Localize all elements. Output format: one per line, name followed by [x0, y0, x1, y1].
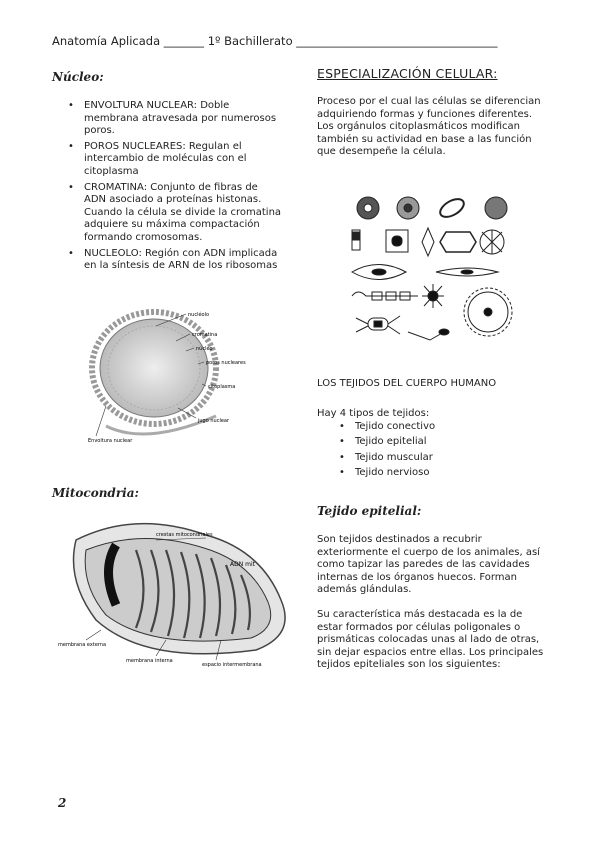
page-number: 2: [58, 796, 67, 810]
list-item: • NUCLEOLO: Región con ADN implicada en la síntesis de ARN de los ribosomas: [84, 248, 282, 273]
epitelial-title: Tejido epitelial:: [317, 504, 422, 518]
tejidos-intro: Hay 4 tipos de tejidos:: [317, 408, 430, 419]
list-item: • CROMATINA: Conjunto de fibras de ADN asociado a proteínas histonas. Cuando la célula se divide la cromatina adquiere su máxima compactación formando cromosomas.: [84, 182, 282, 245]
nucleo-title: Núcleo:: [52, 70, 104, 84]
figure-label: espacio intermembrana: [202, 662, 262, 668]
list-item: • Tejido conectivo: [355, 421, 537, 434]
paragraph: Son tejidos destinados a recubrir exteriormente el cuerpo de los animales, así como tapizar las paredes de las cavidades internas de los órganos huecos. Forman además glándulas.: [317, 534, 540, 596]
term: CROMATINA:: [84, 181, 148, 193]
nucleus-figure: [86, 296, 286, 456]
figure-label: jugo nuclear: [198, 418, 230, 424]
figure-label: ADN mit: [230, 561, 255, 568]
list-item: • ENVOLTURA NUCLEAR: Doble membrana atravesada por numerosos poros.: [84, 100, 282, 138]
paragraph: Proceso por el cual las células se diferencian adquiriendo formas y funciones diferentes.: [317, 96, 541, 120]
figure-label: núcleo: [196, 346, 213, 352]
mitochondria-figure: [56, 510, 292, 670]
especializacion-text: [317, 96, 543, 159]
figure-label: nucléolo: [188, 312, 210, 318]
nucleo-list: [84, 100, 282, 276]
course-label: 1º Bachillerato: [207, 34, 293, 48]
figure-label: poros nucleares: [206, 360, 246, 366]
figure-label: cromatina: [192, 332, 218, 338]
cell-types-figure: [348, 192, 520, 352]
term: POROS NUCLEARES:: [84, 140, 186, 152]
subject-label: Anatomía Aplicada: [52, 34, 161, 48]
list-item: • Tejido epitelial: [355, 436, 537, 449]
page-header: [52, 34, 498, 48]
mitocondria-title: Mitocondria:: [52, 486, 139, 500]
blank-line: _______: [163, 34, 205, 48]
tejidos-title: LOS TEJIDOS DEL CUERPO HUMANO: [317, 378, 497, 389]
paragraph: Los orgánulos citoplasmáticos modifican también su actividad en base a las función que desempeñe la célula.: [317, 121, 532, 158]
figure-label: citoplasma: [208, 384, 236, 390]
list-item: • POROS NUCLEARES: Regulan el intercambio de moléculas con el citoplasma: [84, 141, 282, 179]
figure-label: membrana interna: [126, 658, 173, 664]
figure-label: crestas mitocondriales: [156, 532, 213, 538]
blank-line: ___________________________________: [296, 34, 498, 48]
epitelial-text: [317, 534, 545, 672]
figure-label: membrana externa: [58, 642, 107, 648]
term: NUCLEOLO:: [84, 247, 142, 259]
term: ENVOLTURA NUCLEAR:: [84, 100, 198, 111]
list-item: • Tejido nervioso: [355, 467, 537, 480]
paragraph: Su característica más destacada es la de estar formados por células poligonales o prismáticas colocadas unas al lado de otras, sin dejar espacios entre ellas. Los principales tejidos epiteliales son los siguientes:: [317, 608, 544, 671]
figure-label: Envoltura nuclear: [88, 438, 133, 444]
list-item: • Tejido muscular: [355, 452, 537, 465]
tejidos-section: [317, 408, 537, 483]
especializacion-title: ESPECIALIZACIÓN CELULAR:: [317, 66, 498, 81]
